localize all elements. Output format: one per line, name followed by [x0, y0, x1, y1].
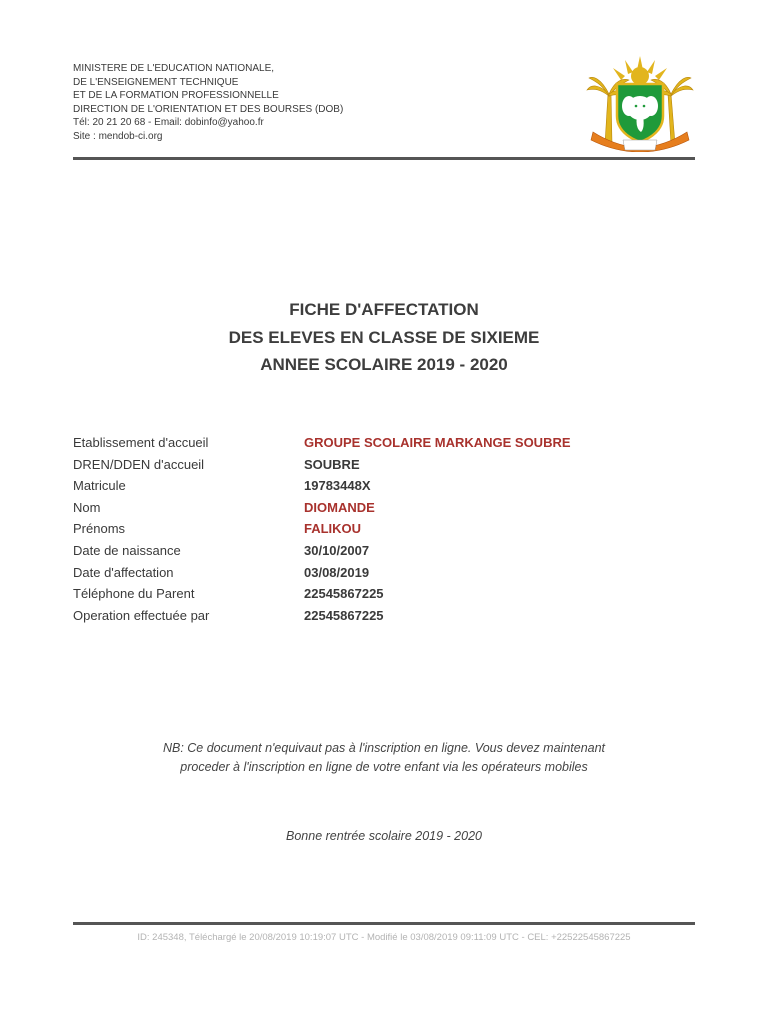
greeting-text: Bonne rentrée scolaire 2019 - 2020 — [286, 829, 482, 843]
field-value-matricule: 19783448X — [304, 478, 371, 494]
nb-note — [0, 739, 768, 777]
cote-divoire-coat-of-arms-icon — [585, 54, 695, 152]
field-label: Date de naissance — [73, 542, 181, 558]
field-label: DREN/DDEN d'accueil — [73, 456, 205, 472]
field-row-nom — [73, 498, 695, 520]
field-value-date-affectation: 03/08/2019 — [304, 564, 370, 580]
header-line-technical: DE L'ENSEIGNEMENT TECHNIQUE — [73, 76, 239, 88]
field-value-telephone-parent: 22545867225 — [304, 586, 384, 602]
field-label: Date d'affectation — [73, 564, 174, 580]
field-row-telephone-parent — [73, 584, 695, 606]
field-label: Téléphone du Parent — [73, 586, 195, 602]
title-line-1: FICHE D'AFFECTATION — [289, 300, 479, 319]
ministry-header — [73, 62, 553, 143]
nb-note-line-2: proceder à l'inscription en ligne de votre enfant via les opérateurs mobiles — [180, 760, 588, 774]
field-value-operation: 22545867225 — [304, 607, 384, 623]
field-label: Prénoms — [73, 521, 126, 537]
field-row-etablissement — [73, 433, 695, 455]
field-row-prenoms — [73, 519, 695, 541]
footer-divider — [73, 922, 695, 925]
field-value-date-naissance: 30/10/2007 — [304, 542, 370, 558]
assignment-details — [73, 433, 695, 627]
field-label: Nom — [73, 499, 101, 515]
field-row-dren — [73, 455, 695, 477]
footer-metadata: ID: 245348, Téléchargé le 20/08/2019 10:19:07 UTC - Modifié le 03/08/2019 09:11:09 UTC - CEL: +22522545867225 — [137, 932, 631, 943]
field-row-date-affectation — [73, 563, 695, 585]
header-line-training: ET DE LA FORMATION PROFESSIONNELLE — [73, 90, 279, 101]
field-row-operation — [73, 606, 695, 628]
title-line-3: ANNEE SCOLAIRE 2019 - 2020 — [260, 355, 508, 374]
title-line-2: DES ELEVES EN CLASSE DE SIXIEME — [228, 327, 540, 347]
field-value-nom: DIOMANDE — [304, 499, 375, 515]
field-value-prenoms: FALIKOU — [304, 521, 362, 537]
nb-note-line-1: NB: Ce document n'equivaut pas à l'inscription en ligne. Vous devez maintenant — [162, 741, 606, 755]
header-line-contact: Tél: 20 21 20 68 - Email: dobinfo@yahoo.fr — [73, 117, 264, 128]
field-label: Operation effectuée par — [73, 607, 210, 623]
header-line-ministry: MINISTERE DE L'EDUCATION NATIONALE, — [73, 63, 275, 74]
field-row-date-naissance — [73, 541, 695, 563]
header-line-direction: DIRECTION DE L'ORIENTATION ET DES BOURSES (DOB) — [73, 103, 344, 115]
field-value-dren: SOUBRE — [304, 456, 360, 472]
field-label: Etablissement d'accueil — [73, 435, 209, 450]
header-divider — [73, 157, 695, 160]
field-value-etablissement: GROUPE SCOLAIRE MARKANGE SOUBRE — [304, 435, 571, 450]
field-row-matricule — [73, 476, 695, 498]
field-label: Matricule — [73, 478, 126, 494]
header-line-site: Site : mendob-ci.org — [73, 130, 163, 142]
document-title — [0, 296, 768, 379]
